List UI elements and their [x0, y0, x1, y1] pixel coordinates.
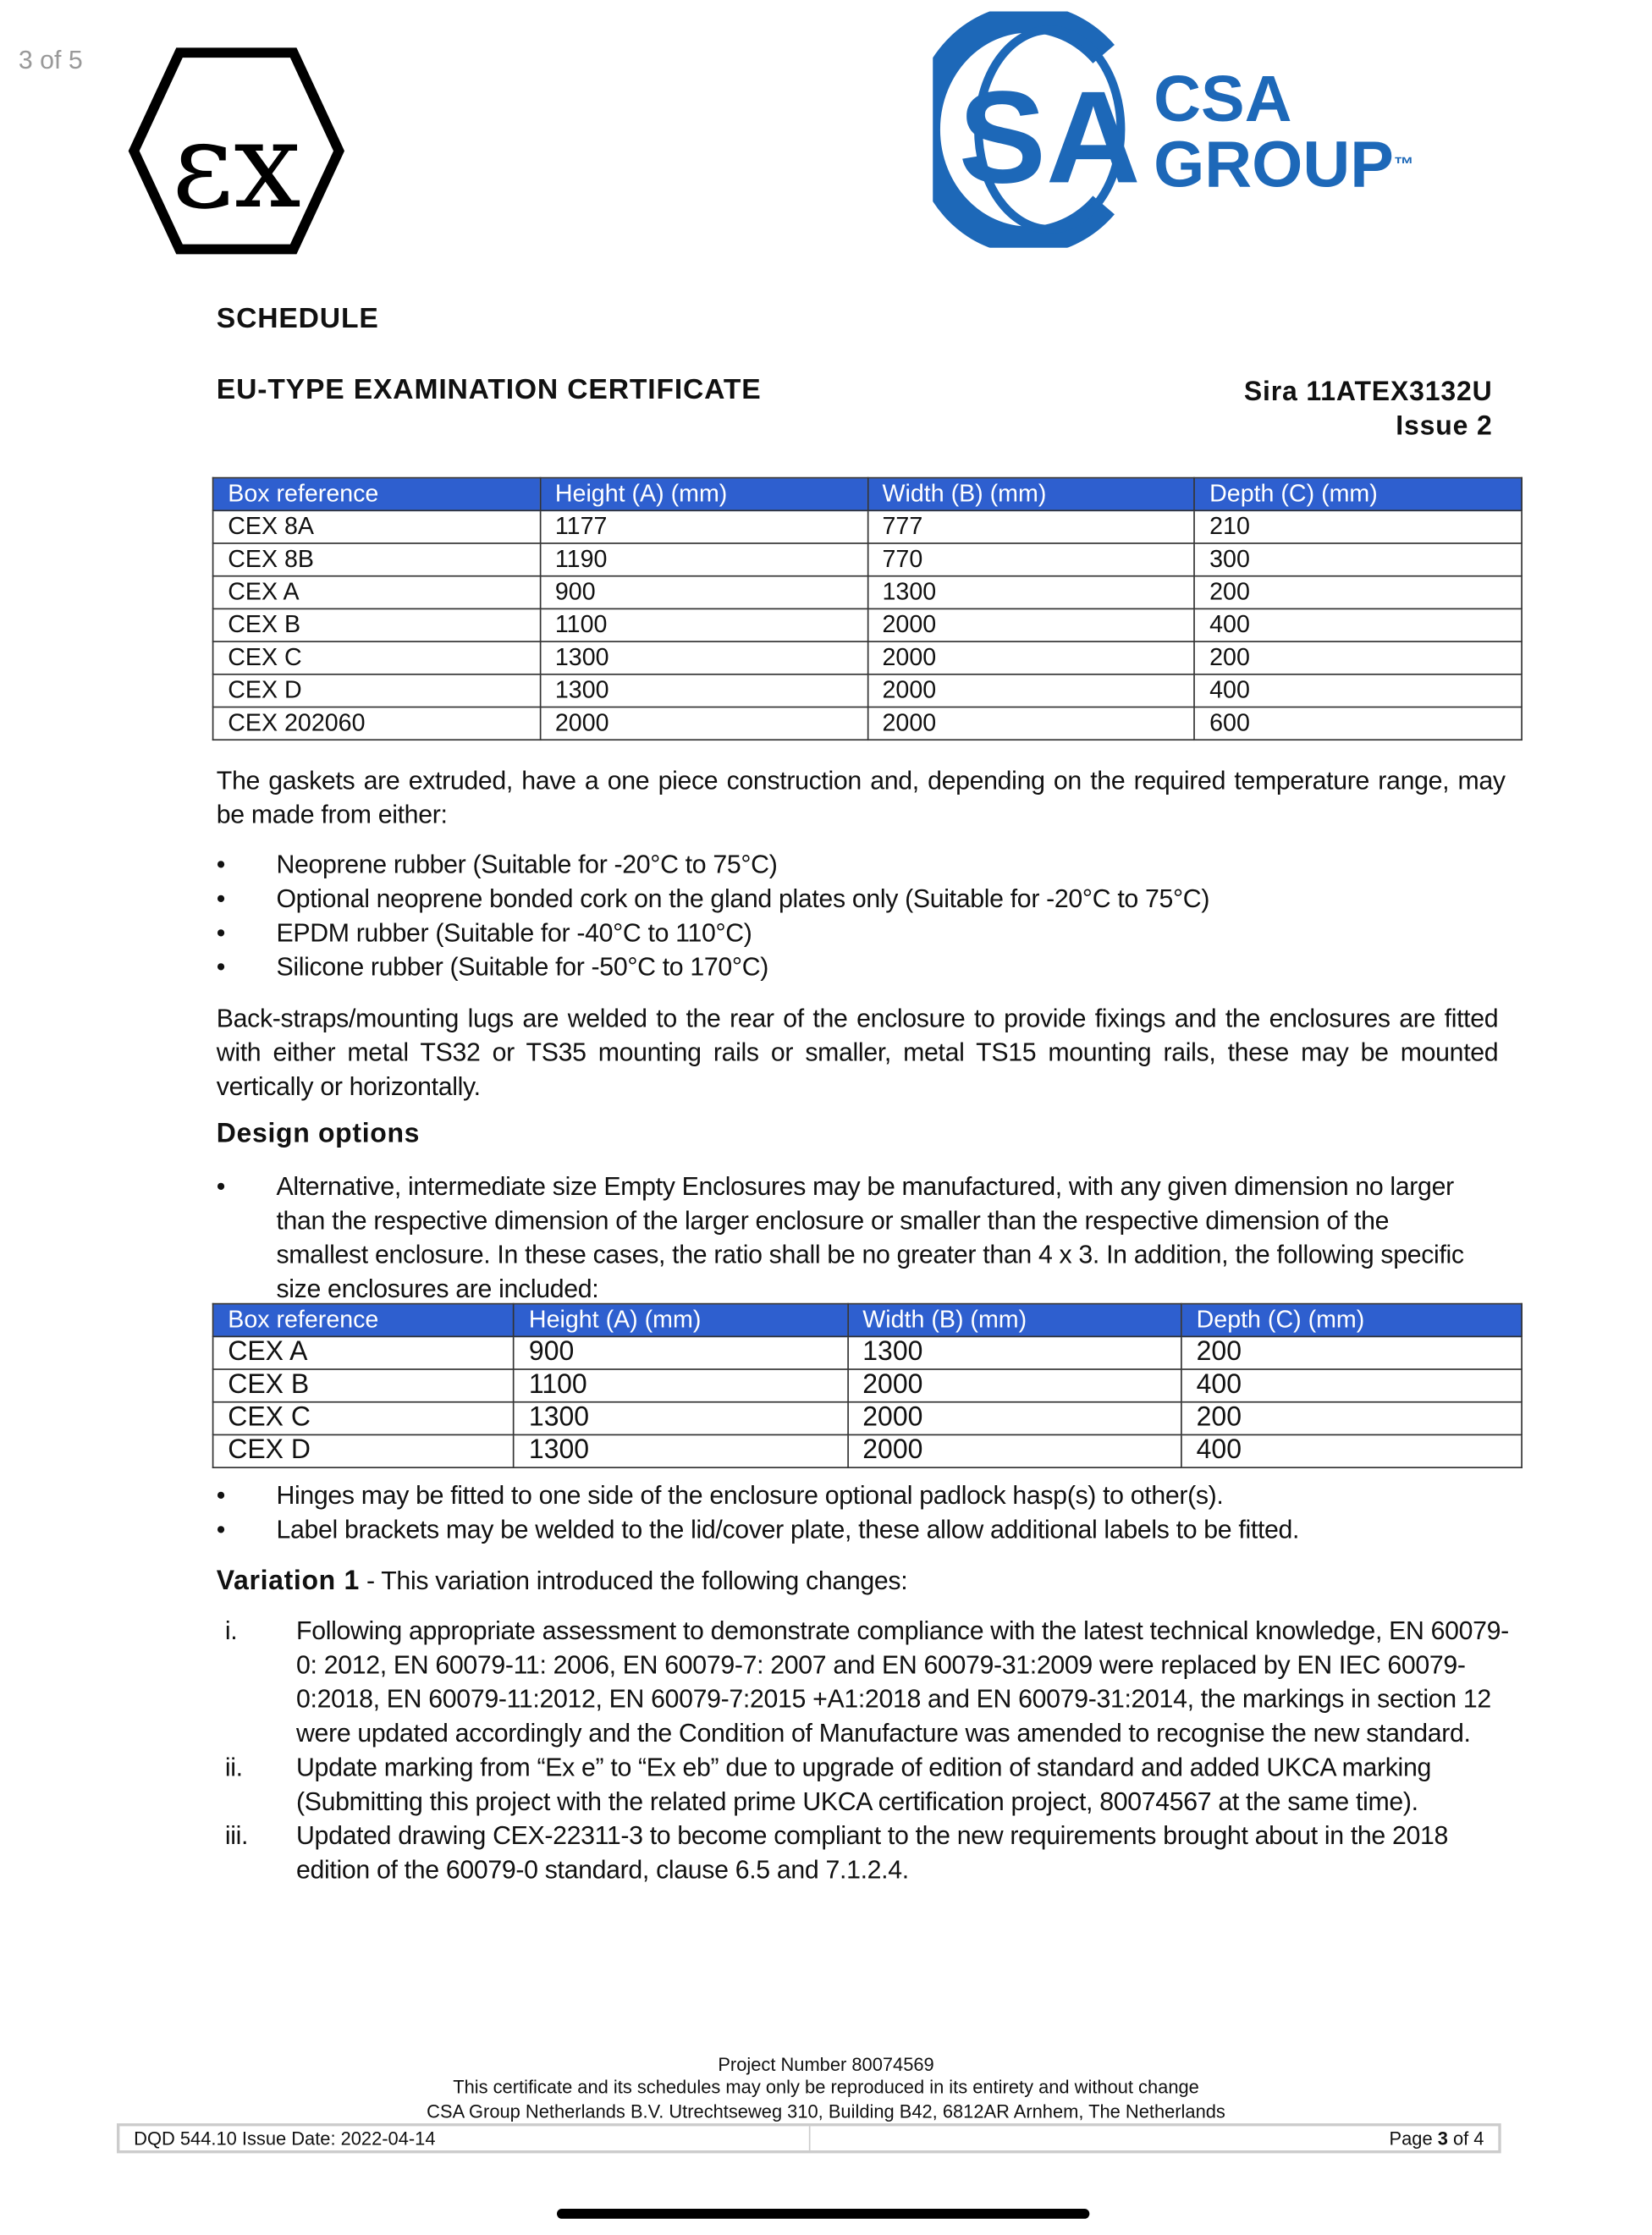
backstraps-paragraph: Back-straps/mounting lugs are welded to the rear of the enclosure to provide fixings and the enclosures are fitted with either metal TS32 or TS35 mounting rails or smaller, metal TS15 mounting rails, these may be mounted vertically or horizontally. — [216, 1004, 1499, 1101]
column-header: Height (A) (mm) — [514, 1304, 847, 1337]
table-cell: 1300 — [514, 1434, 847, 1467]
list-item: • Label brackets may be welded to the lid/cover plate, these allow additional labels to be fitted. — [217, 1512, 1512, 1546]
list-item: • Hinges may be fitted to one side of the enclosure optional padlock hasp(s) to other(s). — [217, 1478, 1512, 1512]
column-header: Height (A) (mm) — [540, 478, 867, 511]
footer-notice: This certificate and its schedules may only be reproduced in its entirety and without change — [453, 2076, 1199, 2098]
table-cell: 900 — [514, 1336, 847, 1369]
table-cell: CEX C — [213, 641, 541, 674]
column-header: Box reference — [213, 478, 541, 511]
variation-changes-list — [217, 1614, 1512, 1887]
table-cell: CEX C — [213, 1402, 515, 1435]
trademark: ™ — [1393, 152, 1414, 175]
column-header: Width (B) (mm) — [848, 1304, 1181, 1337]
design-options-more-list — [217, 1478, 1512, 1547]
table-cell: CEX 8B — [213, 543, 541, 576]
variation-item — [217, 1819, 1512, 1887]
table-cell: CEX B — [213, 608, 541, 641]
table-cell: 600 — [1194, 707, 1522, 740]
table-cell: CEX A — [213, 576, 541, 609]
table-row — [213, 510, 1522, 543]
table-row — [213, 1336, 1522, 1369]
table-row — [213, 1434, 1522, 1467]
table-cell: 777 — [867, 510, 1195, 543]
list-item: • Silicone rubber (Suitable for -50°C to 170°C) — [217, 950, 1512, 983]
gaskets-intro: The gaskets are extruded, have a one piece construction and, depending on the required temperature range, may be made from either: — [216, 766, 1506, 829]
table-row — [213, 1402, 1522, 1435]
table-cell: 2000 — [848, 1434, 1181, 1467]
table-cell: 1300 — [540, 641, 867, 674]
list-item: • Optional neoprene bonded cork on the gland plates only (Suitable for -20°C to 75°C) — [217, 882, 1512, 916]
table-cell: 1190 — [540, 543, 867, 576]
table-cell: 2000 — [848, 1369, 1181, 1402]
csa-seal-icon — [933, 11, 1146, 247]
table-cell: 1100 — [540, 608, 867, 641]
certificate-number: Sira 11ATEX3132U — [1243, 377, 1493, 408]
table-row — [213, 1369, 1522, 1402]
table-cell: 210 — [1194, 510, 1522, 543]
table-cell: CEX D — [213, 1434, 515, 1467]
table-row — [213, 608, 1522, 641]
ex-logo-icon — [125, 47, 348, 256]
column-header: Width (B) (mm) — [867, 478, 1195, 511]
footer-page-number: Page 3 of 4 — [1389, 2128, 1484, 2150]
table-cell: CEX B — [213, 1369, 515, 1402]
table-cell: 200 — [1194, 641, 1522, 674]
item-text: Update marking from “Ex e” to “Ex eb” due to upgrade of edition of standard and added UKCA marking (Submitting this project with the related prime UKCA certification project, 80074567 at the same time). — [296, 1753, 1431, 1816]
table-cell: 1100 — [514, 1369, 847, 1402]
list-item: • Alternative, intermediate size Empty Enclosures may be manufactured, with any given dimension no larger than the respective dimension of the larger enclosure or smaller than the respective dimension of the smallest enclosure. In these cases, the ratio shall be no greater than 4 x 3. In addition, the following specific size enclosures are included: — [217, 1170, 1512, 1307]
design-options-heading: Design options — [216, 1119, 421, 1150]
list-item: • Neoprene rubber (Suitable for -20°C to 75°C) — [217, 847, 1512, 881]
box-dimensions-table — [212, 477, 1523, 740]
footer-project: Project Number 80074569 — [718, 2053, 934, 2075]
issue-number: Issue 2 — [1396, 411, 1493, 442]
table-cell: 200 — [1181, 1402, 1522, 1435]
table-cell: 1300 — [867, 576, 1195, 609]
table-cell: CEX A — [213, 1336, 515, 1369]
table-cell: CEX D — [213, 674, 541, 707]
svg-text:SA: SA — [958, 63, 1141, 211]
table-cell: 400 — [1194, 674, 1522, 707]
page-indicator: 3 of 5 — [18, 45, 83, 74]
table-cell: 1300 — [514, 1402, 847, 1435]
table-cell: 1300 — [540, 674, 867, 707]
table-cell: 400 — [1181, 1369, 1522, 1402]
column-header: Depth (C) (mm) — [1194, 478, 1522, 511]
table-cell: 900 — [540, 576, 867, 609]
design-options-list — [217, 1170, 1512, 1307]
specific-sizes-table — [212, 1303, 1523, 1468]
table-cell: 300 — [1194, 543, 1522, 576]
table-cell: 200 — [1181, 1336, 1522, 1369]
item-number: i. — [224, 1616, 238, 1645]
table-cell: 770 — [867, 543, 1195, 576]
table-cell: 400 — [1194, 608, 1522, 641]
variation-intro — [217, 1564, 907, 1599]
variation-label: Variation 1 — [216, 1566, 360, 1597]
item-text: Updated drawing CEX-22311-3 to become compliant to the new requirements brought about in the 2018 edition of the 60079-0 standard, clause 6.5 and 7.1.2.4. — [296, 1821, 1449, 1885]
footer-bar — [117, 2123, 1501, 2153]
table-row — [213, 543, 1522, 576]
svg-text:εx: εx — [171, 96, 301, 236]
table-cell: CEX 202060 — [213, 707, 541, 740]
table-cell: 2000 — [867, 608, 1195, 641]
home-indicator[interactable] — [557, 2209, 1089, 2219]
table-row — [213, 576, 1522, 609]
table-row — [213, 707, 1522, 740]
gasket-materials-list — [217, 847, 1512, 984]
variation-item — [217, 1614, 1512, 1751]
table-cell: 1177 — [540, 510, 867, 543]
table-row — [213, 674, 1522, 707]
table-cell: CEX 8A — [213, 510, 541, 543]
list-item: • EPDM rubber (Suitable for -40°C to 110°C) — [217, 916, 1512, 950]
footer-address: CSA Group Netherlands B.V. Utrechtseweg 310, Building B42, 6812AR Arnhem, The Netherlands — [427, 2100, 1225, 2122]
table-row — [213, 641, 1522, 674]
table-cell: 1300 — [848, 1336, 1181, 1369]
item-number: ii. — [224, 1753, 243, 1782]
group-text: GROUP — [1154, 126, 1394, 201]
certificate-title: EU-TYPE EXAMINATION CERTIFICATE — [216, 374, 762, 406]
variation-intro-text: - This variation introduced the following changes: — [359, 1566, 908, 1595]
table-cell: 2000 — [848, 1402, 1181, 1435]
column-header: Depth (C) (mm) — [1181, 1304, 1522, 1337]
footer-doc-ref: DQD 544.10 Issue Date: 2022-04-14 — [134, 2128, 436, 2150]
item-number: iii. — [224, 1821, 249, 1850]
csa-text: CSA — [1154, 61, 1292, 135]
table-cell: 2000 — [867, 707, 1195, 740]
item-text: Following appropriate assessment to demonstrate compliance with the latest technical knowledge, EN 60079-0: 2012, EN 60079-11: 2006, EN 60079-7: 2007 and EN 60079-31:2009 were replaced by EN IEC 60079-0:2018, EN 60079-11:2012, EN 60079-7:2015 +A1:2018 and EN 60079-31:2014, the markings in section 12 were updated accordingly and the Condition of Manufacture was amended to recognise the new standard. — [296, 1616, 1509, 1748]
table-cell: 200 — [1194, 576, 1522, 609]
column-header: Box reference — [213, 1304, 515, 1337]
table-cell: 2000 — [867, 674, 1195, 707]
table-cell: 2000 — [540, 707, 867, 740]
csa-group-logo — [933, 11, 1502, 250]
table-cell: 400 — [1181, 1434, 1522, 1467]
table-cell: 2000 — [867, 641, 1195, 674]
variation-item — [217, 1750, 1512, 1819]
schedule-heading: SCHEDULE — [216, 303, 379, 335]
